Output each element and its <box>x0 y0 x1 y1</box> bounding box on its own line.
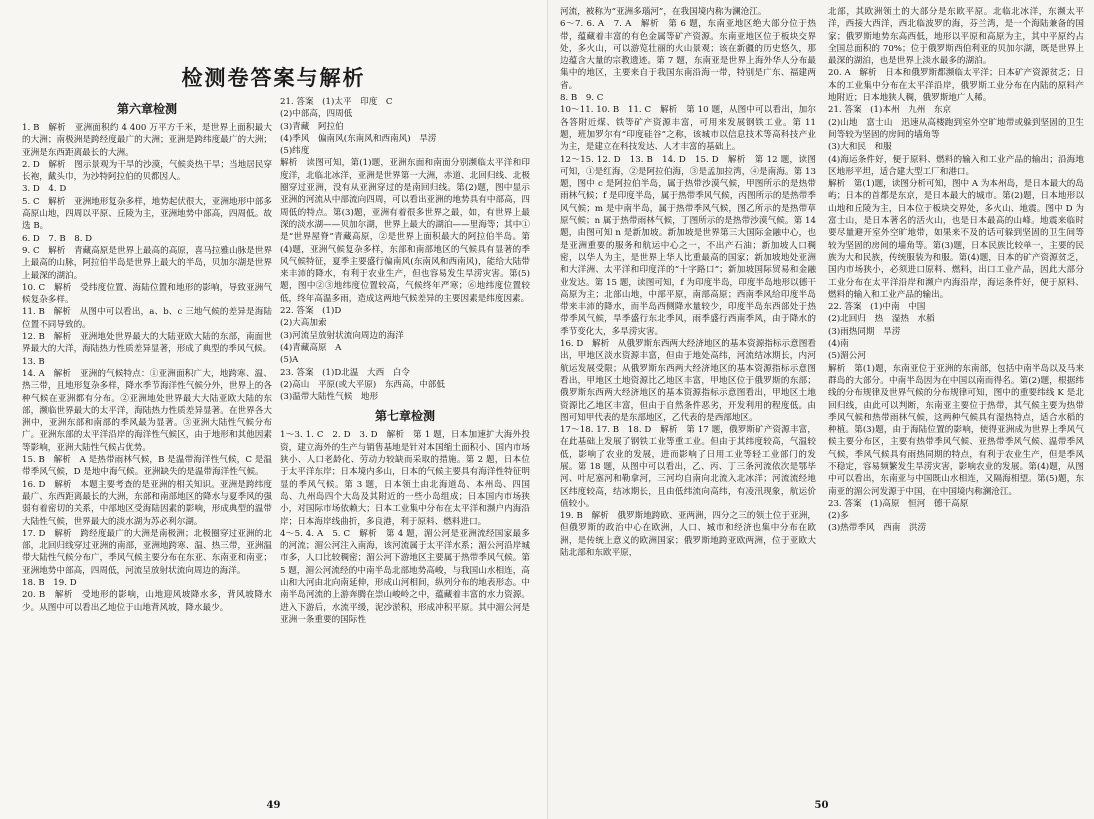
answer-paragraph: (2)高山 平原(或大平原) 东西高，中部低 <box>280 379 445 390</box>
answer-paragraph: 10. C 解析 受纬度位置、海陆位置和地形的影响，导致亚洲气候复杂多样。 <box>22 282 272 306</box>
answer-paragraph: 16. D 解析 从俄罗斯东西两大经济地区的基本资源指标示意图看出，甲地区淡水资源丰富，但由于地处高纬，河流结冰期长，内河航运发展受限；从俄罗斯东西两大经济地区的基本资源指标示意图看出，甲地区土地资源比乙地区丰富，甲地区位于俄罗斯的东部；俄罗斯东西两大经济地区的基本资源指标示意图看出，甲地区土地资源比乙地区丰富，但由于自然条件恶劣，开发利用的程度低。由图可知甲代表的是东部地区，乙代表的是西部地区。 <box>560 339 816 423</box>
answer-paragraph: 22. 答案 (1)D <box>280 306 342 317</box>
answer-paragraph: 河流，被称为“亚洲多瑙河”，在我国境内称为澜沧江。 <box>560 7 767 17</box>
page-number-left: 49 <box>266 800 281 811</box>
left-column-2 <box>280 96 530 796</box>
answer-paragraph: 9. C 解析 青藏高原是世界上最高的高原，喜马拉雅山脉是世界上最高的山脉，阿拉伯半岛是世界上最大的半岛，贝加尔湖是世界上最深的湖泊。 <box>22 245 272 281</box>
answer-paragraph: 4～5. 4. A 5. C 解析 第 4 题，湄公河是亚洲流经国家最多的河流；湄公河注入南海，该河流属于太平洋水系；湄公河沿岸城市多，人口比较稠密；湄公河下游地区主要属于热带季风气候。第 5 题，湄公河流经的中南半岛北部地势高峻，与我国山水相连，高山和大河由北向南延伸，形成山河相间，纵列分布的地表形态。中南半岛河流的上游奔腾在崇山峻岭之中，蕴藏着丰富的水力资源。进入下游后，水流平缓，泥沙淤积，形成冲积平原。其中湄公河是亚洲一条重要的国际性 <box>280 528 530 625</box>
answer-paragraph: (4)青藏高原 A <box>280 342 342 353</box>
answer-paragraph: 23. 答案 (1)高原 恒河 德干高原 <box>828 498 969 509</box>
right-page <box>547 0 1094 819</box>
answer-paragraph: 解析 第(1)题，东南亚位于亚洲的东南部，包括中南半岛以及马来群岛的大部分。中南半岛因为在中国以南而得名。第(2)题，根据纬线的分布规律及世界气候的分布规律可知，图中的重要纬线 K 是北回归线，由此可以判断，东南亚主要位于热带，其气候主要为热带季风气候和热带雨林气候，这两种气候具有湿热特点，适合水稻的种植。第(3)题，由于海陆位置的影响，使得亚洲成为世界上季风气候主要分布区，主要有热带季风气候、亚热带季风气候、温带季风气候，季风气候具有雨热同期的特点，有利于农业生产，但是季风不稳定，容易频繁发生旱涝灾害，影响农业的发展。第(4)题，从图中可以看出，东南亚与中国既山水相连，又隔海相望。第(5)题，东南亚的湄公河发源于中国，在中国境内称澜沧江。 <box>828 363 1084 497</box>
answer-paragraph: 3. D 4. D <box>22 184 67 195</box>
answer-paragraph: 2. D 解析 图示景观为干旱的沙漠，气候炎热干旱；当地居民穿长袍，戴头巾，为沙特阿拉伯的贝都因人。 <box>22 159 272 183</box>
answer-paragraph: (3)青藏 阿拉伯 <box>280 121 344 132</box>
answer-paragraph: 6～7. 6. A 7. A 解析 第 6 题，东南亚地区绝大部分位于热带，蕴藏着丰富的有色金属等矿产资源。东南亚地区位于板块交界处，多火山，可以游览壮丽的火山景观；该在新疆的历史悠久，那边蕴含大量的宗教遗迹。第 7 题，东南亚是世界上海外华人分布最集中的地区，主要来自于我国东南沿海一带，特别是广东、福建两省。 <box>560 19 816 91</box>
answer-paragraph: 16. D 解析 本题主要考查的是亚洲的相关知识。亚洲是跨纬度最广、东西距离最长的大洲，东部和南部地区的降水与夏季风的强弱有着密切的关系，中部地区受海陆因素的影响，形成典型的温带大陆性气候，世界最大的淡水湖为苏必利尔湖。 <box>22 479 272 527</box>
answer-paragraph: (3)雨热同期 旱涝 <box>828 326 901 337</box>
answer-paragraph: 8. B 9. C <box>560 93 604 104</box>
answer-paragraph: (2)山地 富士山 迅速从高楼跑到室外空旷地带或躲到坚固的卫生间等较为坚固的房间的墙角等 <box>828 117 1084 140</box>
answer-paragraph: 1. B 解析 亚洲面积约 4 400 万平方千米，是世界上面积最大的大洲；南极洲是跨经度最广的大洲；亚洲是跨纬度最广的大洲；亚洲是东西距离最长的大洲。 <box>22 123 272 158</box>
answer-paragraph: 20. A 解析 日本和俄罗斯都濒临太平洋；日本矿产资源贫乏；日本的工业集中分布在太平洋沿岸，俄罗斯工业分布在内陆的原料产地附近；日本地狭人稠，俄罗斯地广人稀。 <box>828 68 1084 104</box>
answer-paragraph: (5)纬度 <box>280 146 310 157</box>
answer-paragraph: 22. 答案 (1)中南 中国 <box>828 302 926 313</box>
answer-paragraph: (2)大高加索 <box>280 318 327 329</box>
right-column-1 <box>560 6 816 796</box>
answer-paragraph: (2)多 <box>828 511 849 522</box>
answer-paragraph: (3)热带季风 西南 洪涝 <box>828 523 927 534</box>
section-heading: 第六章检测 <box>116 102 177 116</box>
left-column-1 <box>22 96 272 796</box>
answer-paragraph: 17～18. 17. B 18. D 解析 第 17 题，俄罗斯矿产资源丰富，在此基础上发展了钢铁工业等重工业。但由于其纬度较高，气温较低，影响了农业的发展，进而影响了日用工业等轻工业部门的发展。第 18 题，从图中可以看出，乙、丙、丁三条河流依次是鄂毕河、叶尼塞河和勒拿河，三河均自南向北流入北冰洋；河流流经地区纬度较高，结冰期长，且由低纬流向高纬，有凌汛现象，航运价值较小。 <box>560 425 816 509</box>
answer-paragraph: 10～11. 10. B 11. C 解析 第 10 题，从图中可以看出，加尔各答附近煤、铁等矿产资源丰富，可用来发展钢铁工业。第 11 题，班加罗尔有“印度硅谷”之称，该城市以信息技术等高科技产业为主，是建立在科技发达、人才丰富的基础上。 <box>560 105 816 153</box>
page-title: 检测卷答案与解析 <box>181 65 366 90</box>
answer-paragraph: 1～3. 1. C 2. D 3. D 解析 第 1 题，日本加速扩大海外投资，建立海外的生产与销售基地是针对本国缩土面积小、国内市场狭小、人口老龄化、劳动力较缺而采取的措施。第 2 题，日本位于太平洋东岸；日本境内多山，日本的气候主要具有海洋性特征明显的季风气候。第 3 题，日本领土由北海道岛、本州岛、四国岛、九州岛四个大岛及其附近的一些小岛组成；日本国内市场狭小，对国际市场依赖大；日本工业集中分布在太平洋和濒户内海沿岸；日本海岸线曲折，多良港，利于原料、燃料进口。 <box>280 430 530 527</box>
answer-paragraph: (3)大和民 和服 <box>828 142 892 153</box>
answer-paragraph: 13. B <box>22 356 45 367</box>
answer-paragraph: 23. 答案 (1)D北温 大西 白令 <box>280 367 410 378</box>
answer-paragraph: (4)季风 偏南风(东南风和西南风) 旱涝 <box>280 133 437 144</box>
answer-paragraph: 北部，其欧洲领土的大部分是东欧平原。北临北冰洋，东濒太平洋，西接大西洋，西北临波罗的海，芬兰湾，是一个海陆兼备的国家；俄罗斯地势东高西低，地形以平原和高原为主，其中平原约占全国总面积的 70%；位于俄罗斯西伯利亚的贝加尔湖，既是世界上最深的湖泊，也是世界上淡水最多的湖泊。 <box>828 7 1084 67</box>
answer-paragraph: 解析 第(1)题，读图分析可知，图中 A 为本州岛，是日本最大的岛屿；日本的首都是东京，是日本最大的城市。第(2)题，日本地形以山地和丘陵为主，日本位于板块交界处，多火山、地震。图中 D 为富士山，是日本著名的活火山，也是日本最高的山峰。地震来临时要尽量避开室外空旷地带，如果来不及的话可躲到坚固的卫生间等较为坚固的房间的墙角等。第(3)题，日本民族比较单一，主要的民族为大和民族，传统服装为和服。第(4)题，日本的矿产资源贫乏，国内市场狭小，必须进口原料、燃料，出口工业产品，因此大部分工业分布在太平洋沿岸和濒户内海沿岸，海运条件好，便于原料、燃料的输入和工业产品的输出。 <box>828 179 1084 300</box>
answer-paragraph: 14. A 解析 亚洲的气候特点：①亚洲面积广大，地跨寒、温、热三带，且地形复杂多样，降水季节海洋性气候分外，世界上的各种气候在亚洲都有分布。②亚洲地处世界最大大陆亚欧大陆的东部，濒临世界最大的太平洋，海陆热力性质差异显著。在世界各大洲中，亚洲东部和南部的季风最为显著。③亚洲大陆性气候分布广。亚洲东部的太平洋沿岸的海洋性气候区，由于地形和其他因素等影响，亚洲大陆性气候占优势。 <box>22 368 272 453</box>
answer-paragraph: 11. B 解析 从图中可以看出，a、b、c 三地气候的差异是海陆位置不同导致的。 <box>22 307 272 330</box>
answer-paragraph: (4)海运条件好，便于原料、燃料的输入和工业产品的输出；沿海地区地形平坦，适合建大型工厂和港口。 <box>828 154 1084 177</box>
answer-paragraph: (5)A <box>280 355 299 366</box>
answer-paragraph: 15. B 解析 A 是热带雨林气候，B 是温带海洋性气候，C 是温带季风气候，D 是地中海气候。亚洲缺失的是温带海洋性气候。 <box>22 455 272 478</box>
answer-paragraph: 12～15. 12. D 13. B 14. D 15. D 解析 第 12 题，读图可知，①是红海，②是阿拉伯海，③是孟加拉湾，④是南海。第 13 题，图中 c 是阿拉伯半岛，属于热带沙漠气候，甲图所示的是热带雨林气候；f 是印度半岛，属于热带季风气候，丙图所示的是热带季风气候；m 是中南半岛，属于热带季风气候，图乙所示的是热带草原气候；n 属于热带雨林气候，丁图所示的是热带沙漠气候。第 14 题，由图可知 n 是新加坡。新加坡是世界第三大国际金融中心，也是亚洲重要的服务和航运中心之一，不出产石油；新加坡人口稠密，以华人为主，是世界上华人比重最高的国家；新加坡地处亚洲和大洋洲、太平洋和印度洋的“十字路口”；新加坡国际贸易和金融业发达。第 15 题，读图可知，f 为印度半岛，印度半岛地形以德干高原为主；北部山地，中部平原，南部高原；西南季风给印度半岛带来丰沛的降水，而半岛西侧降水量较少，印度半岛东西部处于热带季风气候，旱季盛行东北季风，雨季盛行西南季风，由于降水的季节变化大，多旱涝灾害。 <box>560 154 816 337</box>
answer-paragraph: 17. D 解析 跨经度最广的大洲是南极洲；北极圈穿过亚洲的北部，北回归线穿过亚洲的南部，亚洲地跨寒、温、热三带，亚洲温带大陆性气候分布广，季风气候主要分布在东亚、东南亚和南亚；亚洲地势中部高，四周低，河流呈放射状流向周边的海洋。 <box>22 528 272 576</box>
answer-paragraph: 解析 读图可知，第(1)题，亚洲东面和南面分别濒临太平洋和印度洋，北临北冰洋，亚洲是世界第一大洲，赤道、北回归线、北极圈穿过亚洲，没有从亚洲穿过的是南回归线。第(2)题，图中显示亚洲的河流从中部流向四周，可以看出亚洲的地势具有中部高，四周低的特点。第(3)题，亚洲有着很多世界之最，如，有世界上最深的淡水湖——贝加尔湖，世界上最大的湖泊——里海等；其中①是“世界屋脊”青藏高原，②是世界上面积最大的阿拉伯半岛。第(4)题，亚洲气候复杂多样，东部和南部地区的气候具有显著的季风气候特征，夏季主要盛行偏南风(东南风和西南风)，能给大陆带来丰沛的降水，有利于农业生产，但也容易发生旱涝灾害。第(5)题，图中②③地纬度位置较高，气候终年严寒；⑥地纬度位置较低，终年高温多雨，造成这两地气候差异的主要因素是纬度因素。 <box>280 158 530 304</box>
answer-paragraph: (4)南 <box>828 339 849 350</box>
answer-paragraph: 12. B 解析 亚洲地处世界最大的大陆亚欧大陆的东部，南面世界最大的大洋，海陆热力性质差异显著，形成了典型的季风气候。 <box>22 332 272 355</box>
answer-paragraph: 21. 答案 (1)太平 印度 C <box>280 97 393 107</box>
answer-paragraph: 20. B 解析 受地形的影响，山地迎风坡降水多，背风坡降水少。从图中可以看出乙地位于山地背风坡，降水最少。 <box>22 590 272 613</box>
section-heading: 第七章检测 <box>374 409 435 424</box>
answer-paragraph: (3)河流呈放射状流向周边的海洋 <box>280 330 404 341</box>
answer-paragraph: 18. B 19. D <box>22 577 77 588</box>
answer-paragraph: 21. 答案 (1)本州 九州 东京 <box>828 105 952 116</box>
answer-paragraph: 6. D 7. B 8. D <box>22 233 93 244</box>
answer-paragraph: (3)温带大陆性气候 地形 <box>280 392 379 403</box>
answer-paragraph: 19. B 解析 俄罗斯地跨欧、亚两洲，四分之三的领土位于亚洲，但俄罗斯的政治中心在欧洲，人口、城市和经济也集中分布在欧洲，是传统上意义的欧洲国家；俄罗斯地跨亚欧两洲，位于亚欧大陆北部和东欧平原， <box>560 511 816 559</box>
answer-paragraph: (5)湄公河 <box>828 351 866 362</box>
answer-paragraph: (2)北回归 热 湿热 水稻 <box>828 314 935 325</box>
right-column-2 <box>828 6 1084 796</box>
answer-paragraph: 5. C 解析 亚洲地形复杂多样，地势起伏很大，亚洲地形中部多高原山地，四周以平原、丘陵为主，亚洲地势中部高，四周低。故选 B。 <box>22 196 272 232</box>
page-number-right: 50 <box>814 800 829 811</box>
answer-paragraph: (2)中部高，四周低 <box>280 109 353 120</box>
